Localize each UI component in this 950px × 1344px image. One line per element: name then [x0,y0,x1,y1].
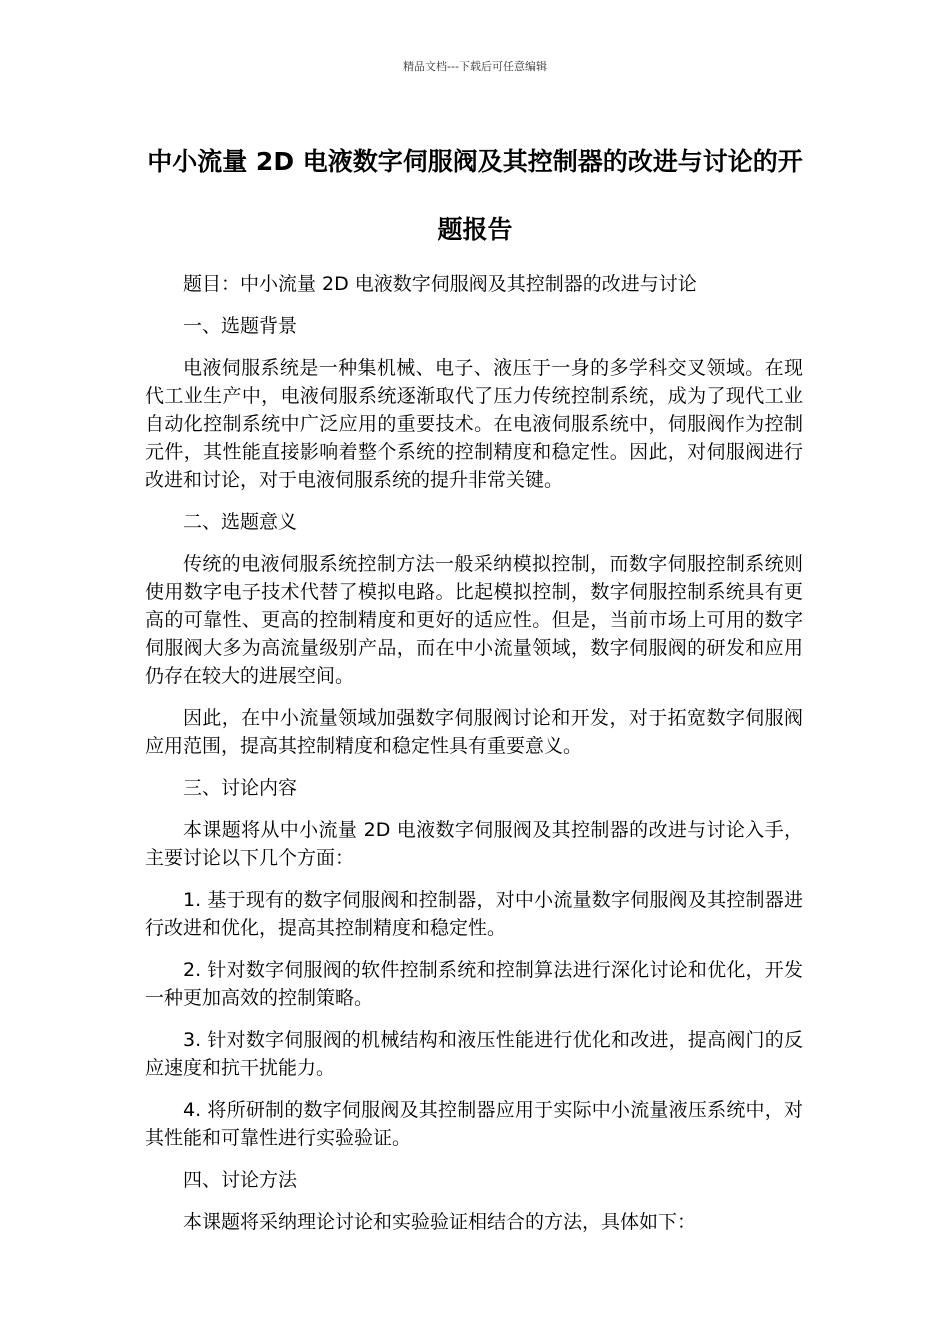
topic-line: 题目：中小流量 2D 电液数字伺服阀及其控制器的改进与讨论 [183,273,697,295]
paragraph-significance-2: 因此，在中小流量领域加强数字伺服阀讨论和开发，对于拓宽数字伺服阀应用范围，提高其控制精度和稳定性具有重要意义。 [145,707,803,757]
document-body [145,270,803,1250]
list-item-3: 3. 针对数字伺服阀的机械结构和液压性能进行优化和改进，提高阀门的反应速度和抗干扰能力。 [145,1029,803,1079]
list-item-4: 4. 将所研制的数字伺服阀及其控制器应用于实际中小流量液压系统中，对其性能和可靠性进行实验验证。 [145,1099,803,1149]
list-item-1: 1. 基于现有的数字伺服阀和控制器，对中小流量数字伺服阀及其控制器进行改进和优化，提高其控制精度和稳定性。 [145,889,803,939]
section-heading-background: 一、选题背景 [183,315,298,337]
section-heading-significance: 二、选题意义 [183,511,298,533]
list-item-2: 2. 针对数字伺服阀的软件控制系统和控制算法进行深化讨论和优化，开发一种更加高效的控制策略。 [145,959,803,1009]
paragraph-significance-1: 传统的电液伺服系统控制方法一般采纳模拟控制，而数字伺服控制系统则使用数字电子技术代替了模拟电路。比起模拟控制，数字伺服控制系统具有更高的可靠性、更高的控制精度和更好的适应性。但是，当前市场上可用的数字伺服阀大多为高流量级别产品，而在中小流量领域，数字伺服阀的研发和应用仍存在较大的进展空间。 [145,553,803,687]
section-heading-content: 三、讨论内容 [183,777,298,799]
section-heading-method: 四、讨论方法 [183,1169,298,1191]
header-note: 精品文档---下载后可任意编辑 [403,60,547,73]
paragraph-content-intro: 本课题将从中小流量 2D 电液数字伺服阀及其控制器的改进与讨论入手，主要讨论以下几个方面： [145,819,803,869]
paragraph-method-intro: 本课题将采纳理论讨论和实验验证相结合的方法，具体如下： [183,1211,697,1233]
document-title: 中小流量 2D 电液数字伺服阀及其控制器的改进与讨论的开题报告 [147,147,803,244]
paragraph-background: 电液伺服系统是一种集机械、电子、液压于一身的多学科交叉领域。在现代工业生产中，电液伺服系统逐渐取代了压力传统控制系统，成为了现代工业自动化控制系统中广泛应用的重要技术。在电液伺服系统中，伺服阀作为控制元件，其性能直接影响着整个系统的控制精度和稳定性。因此，对伺服阀进行改进和讨论，对于电液伺服系统的提升非常关键。 [145,357,803,491]
